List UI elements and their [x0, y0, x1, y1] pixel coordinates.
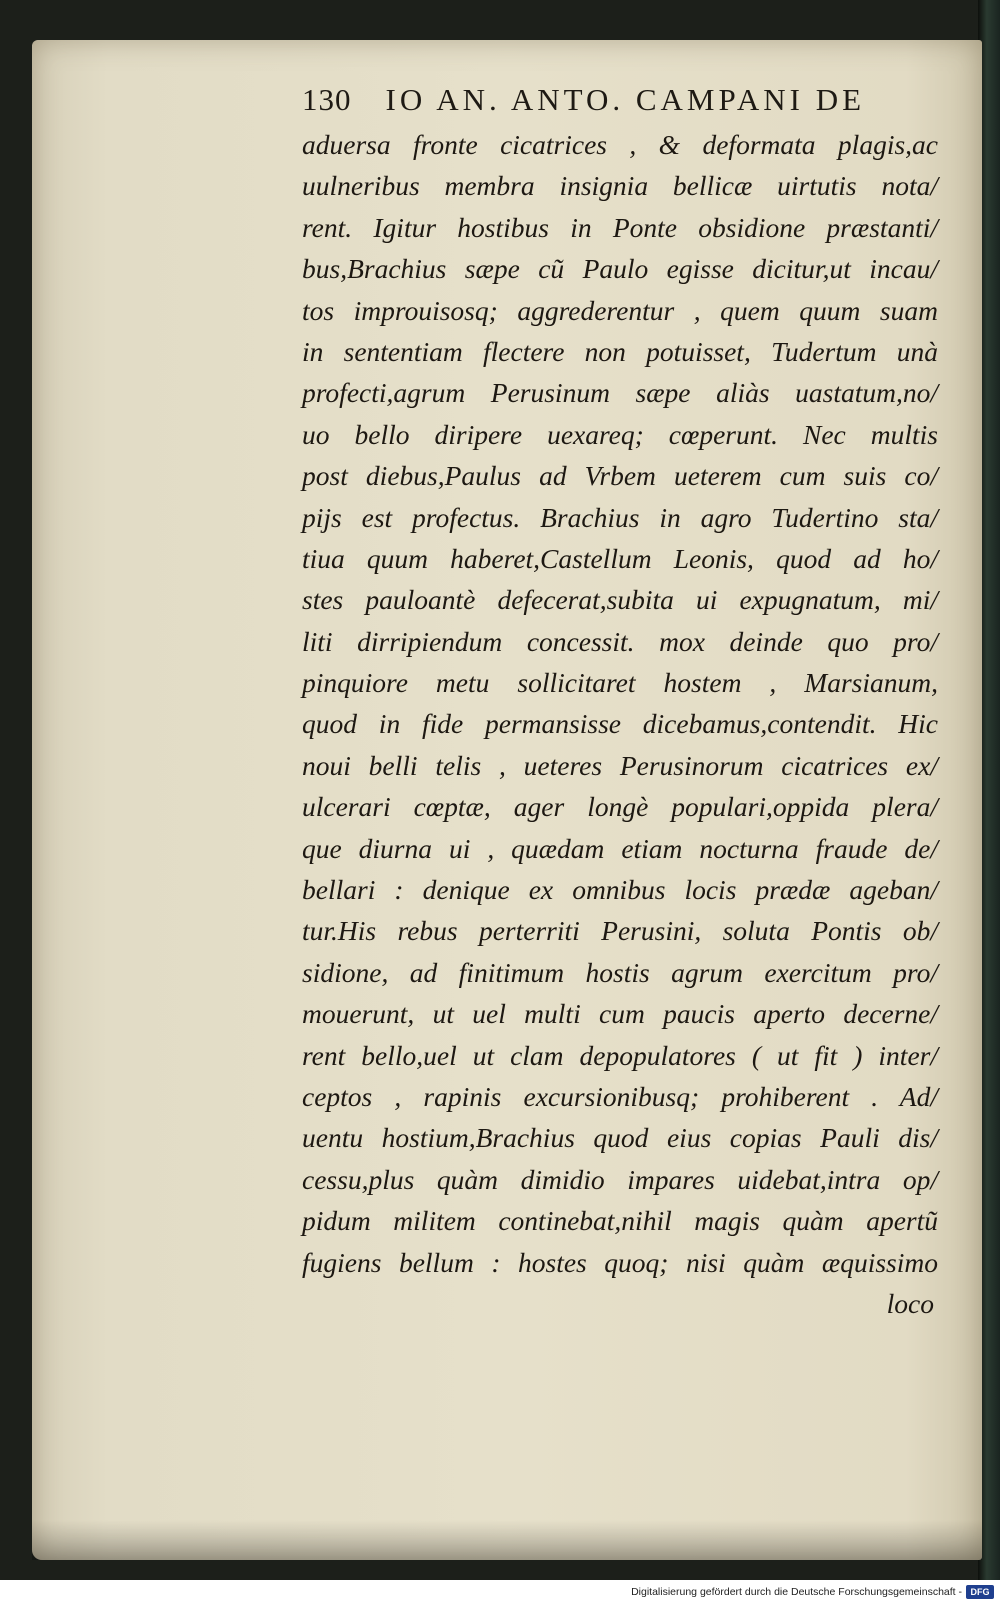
- text-line: fugiens bellum : hostes quoq; nisi quàm æquissimo: [302, 1246, 938, 1278]
- text-line: pijs est profectus. Brachius in agro Tudertino sta/: [302, 501, 938, 533]
- running-title: IO AN. ANTO. CAMPANI DE: [385, 82, 866, 117]
- text-line: liti dirripiendum concessit. mox deinde quo pro/: [302, 625, 938, 657]
- text-line: loco: [886, 1287, 934, 1319]
- text-line: uulneribus membra insignia bellicæ uirtutis nota/: [302, 170, 938, 202]
- footer-bar: [0, 1580, 1000, 1605]
- text-line: cessu,plus quàm dimidio impares uidebat,intra op/: [302, 1163, 938, 1195]
- text-line: aduersa fronte cicatrices , & deformata plagis,ac: [302, 129, 938, 160]
- text-line: profecti,agrum Perusinum sæpe aliàs uastatum,no/: [302, 377, 938, 409]
- text-line: quod in fide permansisse dicebamus,contendit. Hic: [302, 708, 938, 740]
- text-line: in sententiam flectere non potuisset, Tudertum unà: [302, 335, 938, 367]
- text-line: rent. Igitur hostibus in Ponte obsidione præstanti/: [302, 211, 938, 243]
- text-line: noui belli telis , ueteres Perusinorum cicatrices ex/: [302, 749, 938, 781]
- text-line: sidione, ad finitimum hostis agrum exercitum pro/: [302, 956, 938, 988]
- text-line: uo bello diripere uexareq; cœperunt. Nec multis: [302, 418, 938, 450]
- text-line: pidum militem continebat,nihil magis quàm apertũ: [302, 1205, 938, 1237]
- text-line: tos improuisosq; aggrederentur , quem quum suam: [302, 294, 938, 326]
- text-line: que diurna ui , quædam etiam nocturna fraude de/: [302, 832, 938, 864]
- text-line: bus,Brachius sæpe cũ Paulo egisse dicitur,ut incau/: [302, 253, 938, 285]
- text-line: rent bello,uel ut clam depopulatores ( ut fit ) inter/: [302, 1039, 938, 1071]
- text-line: stes pauloantè defecerat,subita ui expugnatum, mi/: [302, 584, 938, 616]
- text-line: uentu hostium,Brachius quod eius copias Pauli dis/: [302, 1122, 938, 1154]
- dfg-logo: DFG: [966, 1585, 994, 1599]
- text-line: pinquiore metu sollicitaret hostem , Marsianum,: [302, 667, 938, 699]
- text-line: tiua quum haberet,Castellum Leonis, quod ad ho/: [302, 542, 938, 574]
- text-line: mouerunt, ut uel multi cum paucis aperto decerne/: [302, 998, 938, 1030]
- page-number: 130: [302, 82, 352, 117]
- text-line: bellari : denique ex omnibus locis prædæ ageban/: [302, 874, 938, 906]
- page-header: [302, 82, 866, 126]
- body-text: [302, 124, 938, 1324]
- text-line: ceptos , rapinis excursionibusq; prohiberent . Ad/: [302, 1080, 938, 1112]
- text-line: post diebus,Paulus ad Vrbem ueterem cum suis co/: [302, 460, 938, 492]
- text-line: tur.His rebus perterriti Perusini, soluta Pontis ob/: [302, 915, 938, 947]
- text-line: ulcerari cœptæ, ager longè populari,oppida plera/: [302, 791, 938, 823]
- footer-credit: Digitalisierung gefördert durch die Deutsche Forschungsgemeinschaft -: [631, 1586, 962, 1598]
